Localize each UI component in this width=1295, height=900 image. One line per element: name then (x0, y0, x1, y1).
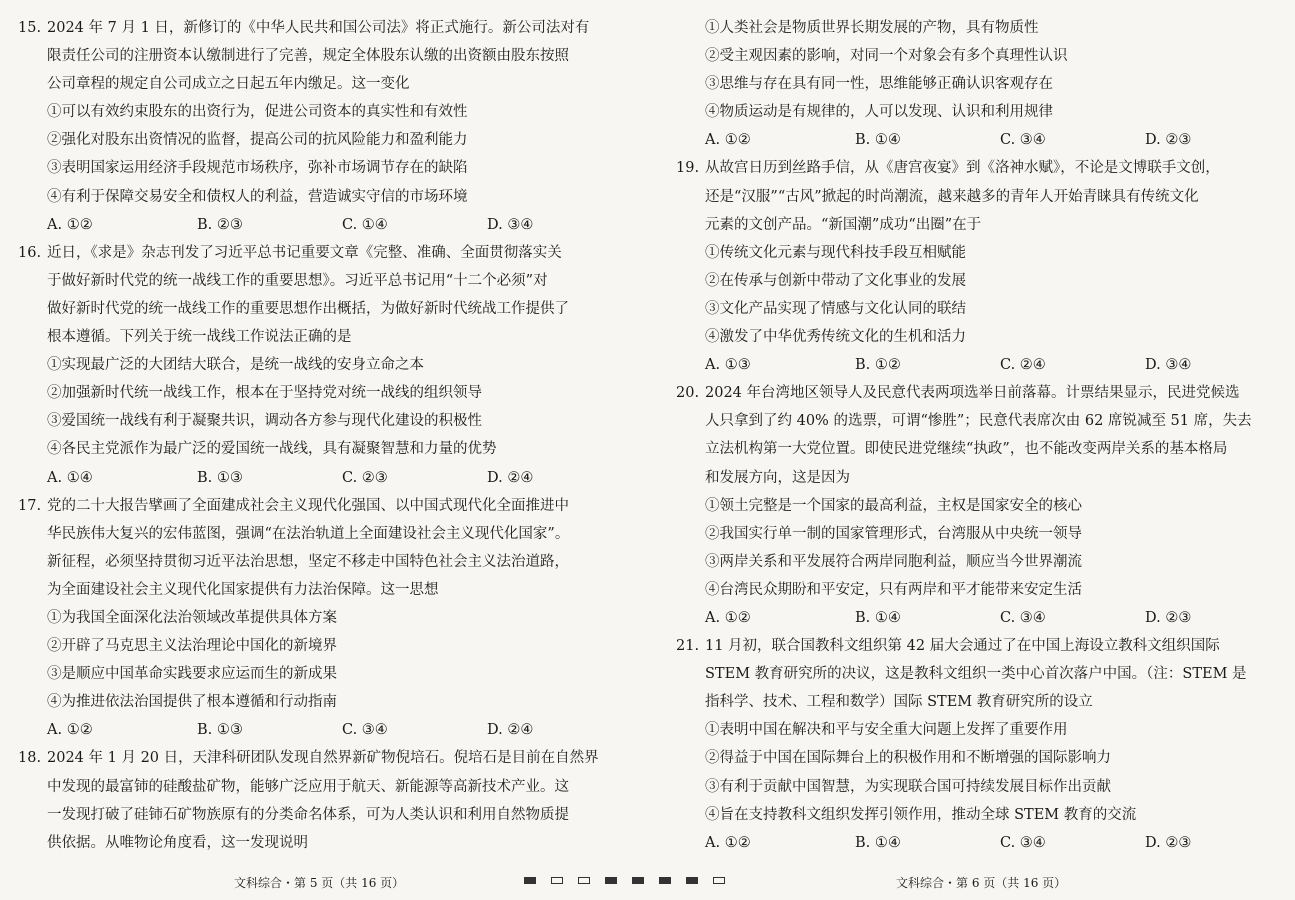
statement-option: ④台湾民众期盼和平安定，只有两岸和平才能带来安定生活 (705, 581, 1082, 598)
answer-choice: D. ③④ (487, 216, 534, 233)
answer-choices-row (676, 351, 1276, 379)
question-stem-text: 2024 年 7 月 1 日，新修订的《中华人民共和国公司法》将正式施行。新公司法对有 (47, 20, 590, 36)
answer-choice: D. ②③ (1145, 609, 1192, 626)
question-stem-line (18, 14, 618, 42)
answer-choices-row (18, 716, 618, 744)
question-stem-line (676, 379, 1276, 407)
answer-choice: B. ①③ (197, 722, 243, 739)
statement-option: ①传统文化元素与现代科技手段互相赋能 (705, 244, 966, 261)
statement-option: ②加强新时代统一战线工作，根本在于坚持党对统一战线的组织领导 (47, 385, 482, 402)
question-number: 17. (18, 497, 42, 514)
statement-option: ①表明中国在解决和平与安全重大问题上发挥了重要作用 (705, 722, 1068, 739)
question-stem-line (18, 492, 618, 520)
question-stem-line: 为全面建设社会主义现代化国家提供有力法治保障。这一思想 (47, 581, 439, 598)
answer-choice: B. ①④ (855, 834, 901, 851)
question-block (676, 379, 1276, 632)
statement-option: ②我国实行单一制的国家管理形式，台湾服从中央统一领导 (705, 525, 1082, 542)
question-stem-line: 于做好新时代党的统一战线工作的重要思想》。习近平总书记用“十二个必须”对 (47, 272, 548, 289)
statement-option: ②在传承与创新中带动了文化事业的发展 (705, 272, 966, 289)
scan-marker (524, 877, 536, 884)
question-stem-line: 新征程，必须坚持贯彻习近平法治思想，坚定不移走中国特色社会主义法治道路， (47, 553, 569, 570)
right-column (676, 14, 1276, 857)
scan-markers (524, 877, 725, 884)
scan-marker (659, 877, 671, 884)
question-block (18, 744, 618, 856)
statement-option: ③表明国家运用经济手段规范市场秩序，弥补市场调节存在的缺陷 (47, 160, 468, 177)
question-stem-line (18, 239, 618, 267)
answer-choices-row (676, 604, 1276, 632)
question-stem-line (676, 154, 1276, 182)
question-number: 18. (18, 750, 42, 767)
answer-choice: D. ②③ (1145, 132, 1192, 149)
question-stem-text: 2024 年 1 月 20 日，天津科研团队发现自然界新矿物倪培石。倪培石是目前在自然界 (47, 750, 599, 767)
question-number: 20. (676, 385, 700, 402)
answer-choice: C. ②④ (1000, 357, 1046, 374)
statement-option: ③思维与存在具有同一性，思维能够正确认识客观存在 (705, 76, 1053, 93)
answer-choices-row (18, 464, 618, 492)
statement-option: ①为我国全面深化法治领域改革提供具体方案 (47, 609, 337, 626)
answer-choice: A. ①③ (705, 357, 751, 374)
statement-option: ③文化产品实现了情感与文化认同的联结 (705, 300, 966, 317)
answer-choice: C. ②③ (342, 469, 388, 486)
question-stem-line (676, 632, 1276, 660)
question-stem-text: 2024 年台湾地区领导人及民意代表两项选举日前落幕。计票结果显示，民进党候选 (705, 385, 1240, 402)
question-stem-line: 立法机构第一大党位置。即使民进党继续“执政”，也不能改变两岸关系的基本格局 (705, 441, 1228, 458)
scan-marker (578, 877, 590, 884)
question-number: 21. (676, 638, 700, 655)
question-stem-line: 做好新时代党的统一战线工作的重要思想作出概括，为做好新时代统战工作提供了 (47, 300, 569, 317)
question-stem-line: STEM 教育研究所的决议，这是教科文组织一类中心首次落户中国。（注：STEM 是 (705, 666, 1247, 683)
answer-choice: D. ②④ (487, 722, 534, 739)
statement-option: ④各民主党派作为最广泛的爱国统一战线，具有凝聚智慧和力量的优势 (47, 441, 497, 458)
question-stem-line: 还是“汉服”“古风”掀起的时尚潮流，越来越多的青年人开始青睐具有传统文化 (705, 188, 1199, 205)
question-number: 19. (676, 160, 700, 177)
question-number: 16. (18, 244, 42, 261)
statement-option: ③两岸关系和平发展符合两岸同胞利益，顺应当今世界潮流 (705, 553, 1082, 570)
answer-choices-row (18, 211, 618, 239)
answer-choice: C. ③④ (1000, 609, 1046, 626)
answer-choice: A. ①② (47, 216, 93, 233)
question-stem-line: 一发现打破了硅铈石矿物族原有的分类命名体系，可为人类认识和利用自然物质提 (47, 806, 569, 823)
statement-option: ①可以有效约束股东的出资行为，促进公司资本的真实性和有效性 (47, 104, 468, 121)
statement-option: ②受主观因素的影响，对同一个对象会有多个真理性认识 (705, 48, 1068, 65)
answer-choice: B. ①③ (197, 469, 243, 486)
question-block (676, 154, 1276, 379)
answer-choices-row (676, 126, 1276, 154)
statement-option: ②得益于中国在国际舞台上的积极作用和不断增强的国际影响力 (705, 750, 1111, 767)
question-stem-line: 根本遵循。下列关于统一战线工作说法正确的是 (47, 329, 352, 346)
answer-choice: D. ③④ (1145, 357, 1192, 374)
answer-choice: D. ②③ (1145, 834, 1192, 851)
answer-choice: A. ①② (47, 722, 93, 739)
statement-option: ③是顺应中国革命实践要求应运而生的新成果 (47, 666, 337, 683)
question-stem-line: 华民族伟大复兴的宏伟蓝图，强调“在法治轨道上全面建设社会主义现代化国家”。 (47, 525, 570, 542)
statement-option: ①人类社会是物质世界长期发展的产物，具有物质性 (705, 20, 1039, 36)
question-stem-line: 限责任公司的注册资本认缴制进行了完善，规定全体股东认缴的出资额由股东按照 (47, 48, 569, 65)
question-stem-line: 元素的文创产品。“新国潮”成功“出圈”在于 (705, 216, 982, 233)
statement-option: ①领土完整是一个国家的最高利益，主权是国家安全的核心 (705, 497, 1082, 514)
question-number: 15. (18, 20, 42, 36)
answer-choice: C. ③④ (1000, 132, 1046, 149)
question-stem-line: 中发现的最富铈的硅酸盐矿物，能够广泛应用于航天、新能源等高新技术产业。这 (47, 778, 569, 795)
left-column (18, 14, 618, 857)
statement-option: ④物质运动是有规律的，人可以发现、认识和利用规律 (705, 104, 1053, 121)
answer-choice: A. ①④ (47, 469, 93, 486)
statement-option: ④有利于保障交易安全和债权人的利益，营造诚实守信的市场环境 (47, 188, 468, 205)
question-stem-line: 和发展方向，这是因为 (705, 469, 850, 486)
question-block (18, 492, 618, 745)
answer-choice: B. ①④ (855, 609, 901, 626)
statement-option: ③有利于贡献中国智慧，为实现联合国可持续发展目标作出贡献 (705, 778, 1111, 795)
statement-option: ④旨在支持教科文组织发挥引领作用，推动全球 STEM 教育的交流 (705, 806, 1137, 823)
question-stem-line: 供依据。从唯物论角度看，这一发现说明 (47, 834, 308, 851)
question-stem-text: 党的二十大报告擘画了全面建成社会主义现代化强国、以中国式现代化全面推进中 (47, 497, 569, 514)
scan-marker (605, 877, 617, 884)
scan-marker (686, 877, 698, 884)
question-stem-text: 11 月初，联合国教科文组织第 42 届大会通过了在中国上海设立教科文组织国际 (705, 638, 1220, 655)
scan-marker (713, 877, 725, 884)
question-block (18, 239, 618, 492)
answer-choice: D. ②④ (487, 469, 534, 486)
statement-option: ④为推进依法治国提供了根本遵循和行动指南 (47, 694, 337, 711)
answer-choice: C. ③④ (342, 722, 388, 739)
answer-choice: B. ②③ (197, 216, 243, 233)
answer-choice: A. ①② (705, 609, 751, 626)
question-stem-line (18, 744, 618, 772)
statement-option: ④激发了中华优秀传统文化的生机和活力 (705, 329, 966, 346)
question-stem-text: 近日，《求是》杂志刊发了习近平总书记重要文章《完整、准确、全面贯彻落实关 (47, 244, 562, 261)
answer-choice: A. ①② (705, 132, 751, 149)
answer-choice: B. ①② (855, 357, 901, 374)
question-stem-line: 公司章程的规定自公司成立之日起五年内缴足。这一变化 (47, 76, 410, 93)
statement-option: ②开辟了马克思主义法治理论中国化的新境界 (47, 638, 337, 655)
statement-option: ①实现最广泛的大团结大联合，是统一战线的安身立命之本 (47, 357, 424, 374)
answer-choice: A. ①② (705, 834, 751, 851)
question-block (676, 632, 1276, 857)
scan-marker (551, 877, 563, 884)
statement-option: ③爱国统一战线有利于凝聚共识，调动各方参与现代化建设的积极性 (47, 413, 482, 430)
question-block (676, 14, 1276, 154)
question-stem-line: 指科学、技术、工程和数学）国际 STEM 教育研究所的设立 (705, 694, 1093, 711)
question-stem-line: 人只拿到了约 40% 的选票，可谓“惨胜”；民意代表席次由 62 席锐减至 51 席，失去 (705, 413, 1252, 430)
scan-marker (632, 877, 644, 884)
footer-page-right: 文科综合・第 6 页（共 16 页） (896, 876, 1067, 890)
footer-page-left: 文科综合・第 5 页（共 16 页） (234, 876, 405, 890)
statement-option: ②强化对股东出资情况的监督，提高公司的抗风险能力和盈利能力 (47, 132, 468, 149)
question-block (18, 14, 618, 239)
answer-choices-row (676, 829, 1276, 857)
answer-choice: C. ③④ (1000, 834, 1046, 851)
question-stem-text: 从故宫日历到丝路手信，从《唐宫夜宴》到《洛神水赋》，不论是文博联手文创， (705, 160, 1220, 177)
answer-choice: C. ①④ (342, 216, 388, 233)
answer-choice: B. ①④ (855, 132, 901, 149)
